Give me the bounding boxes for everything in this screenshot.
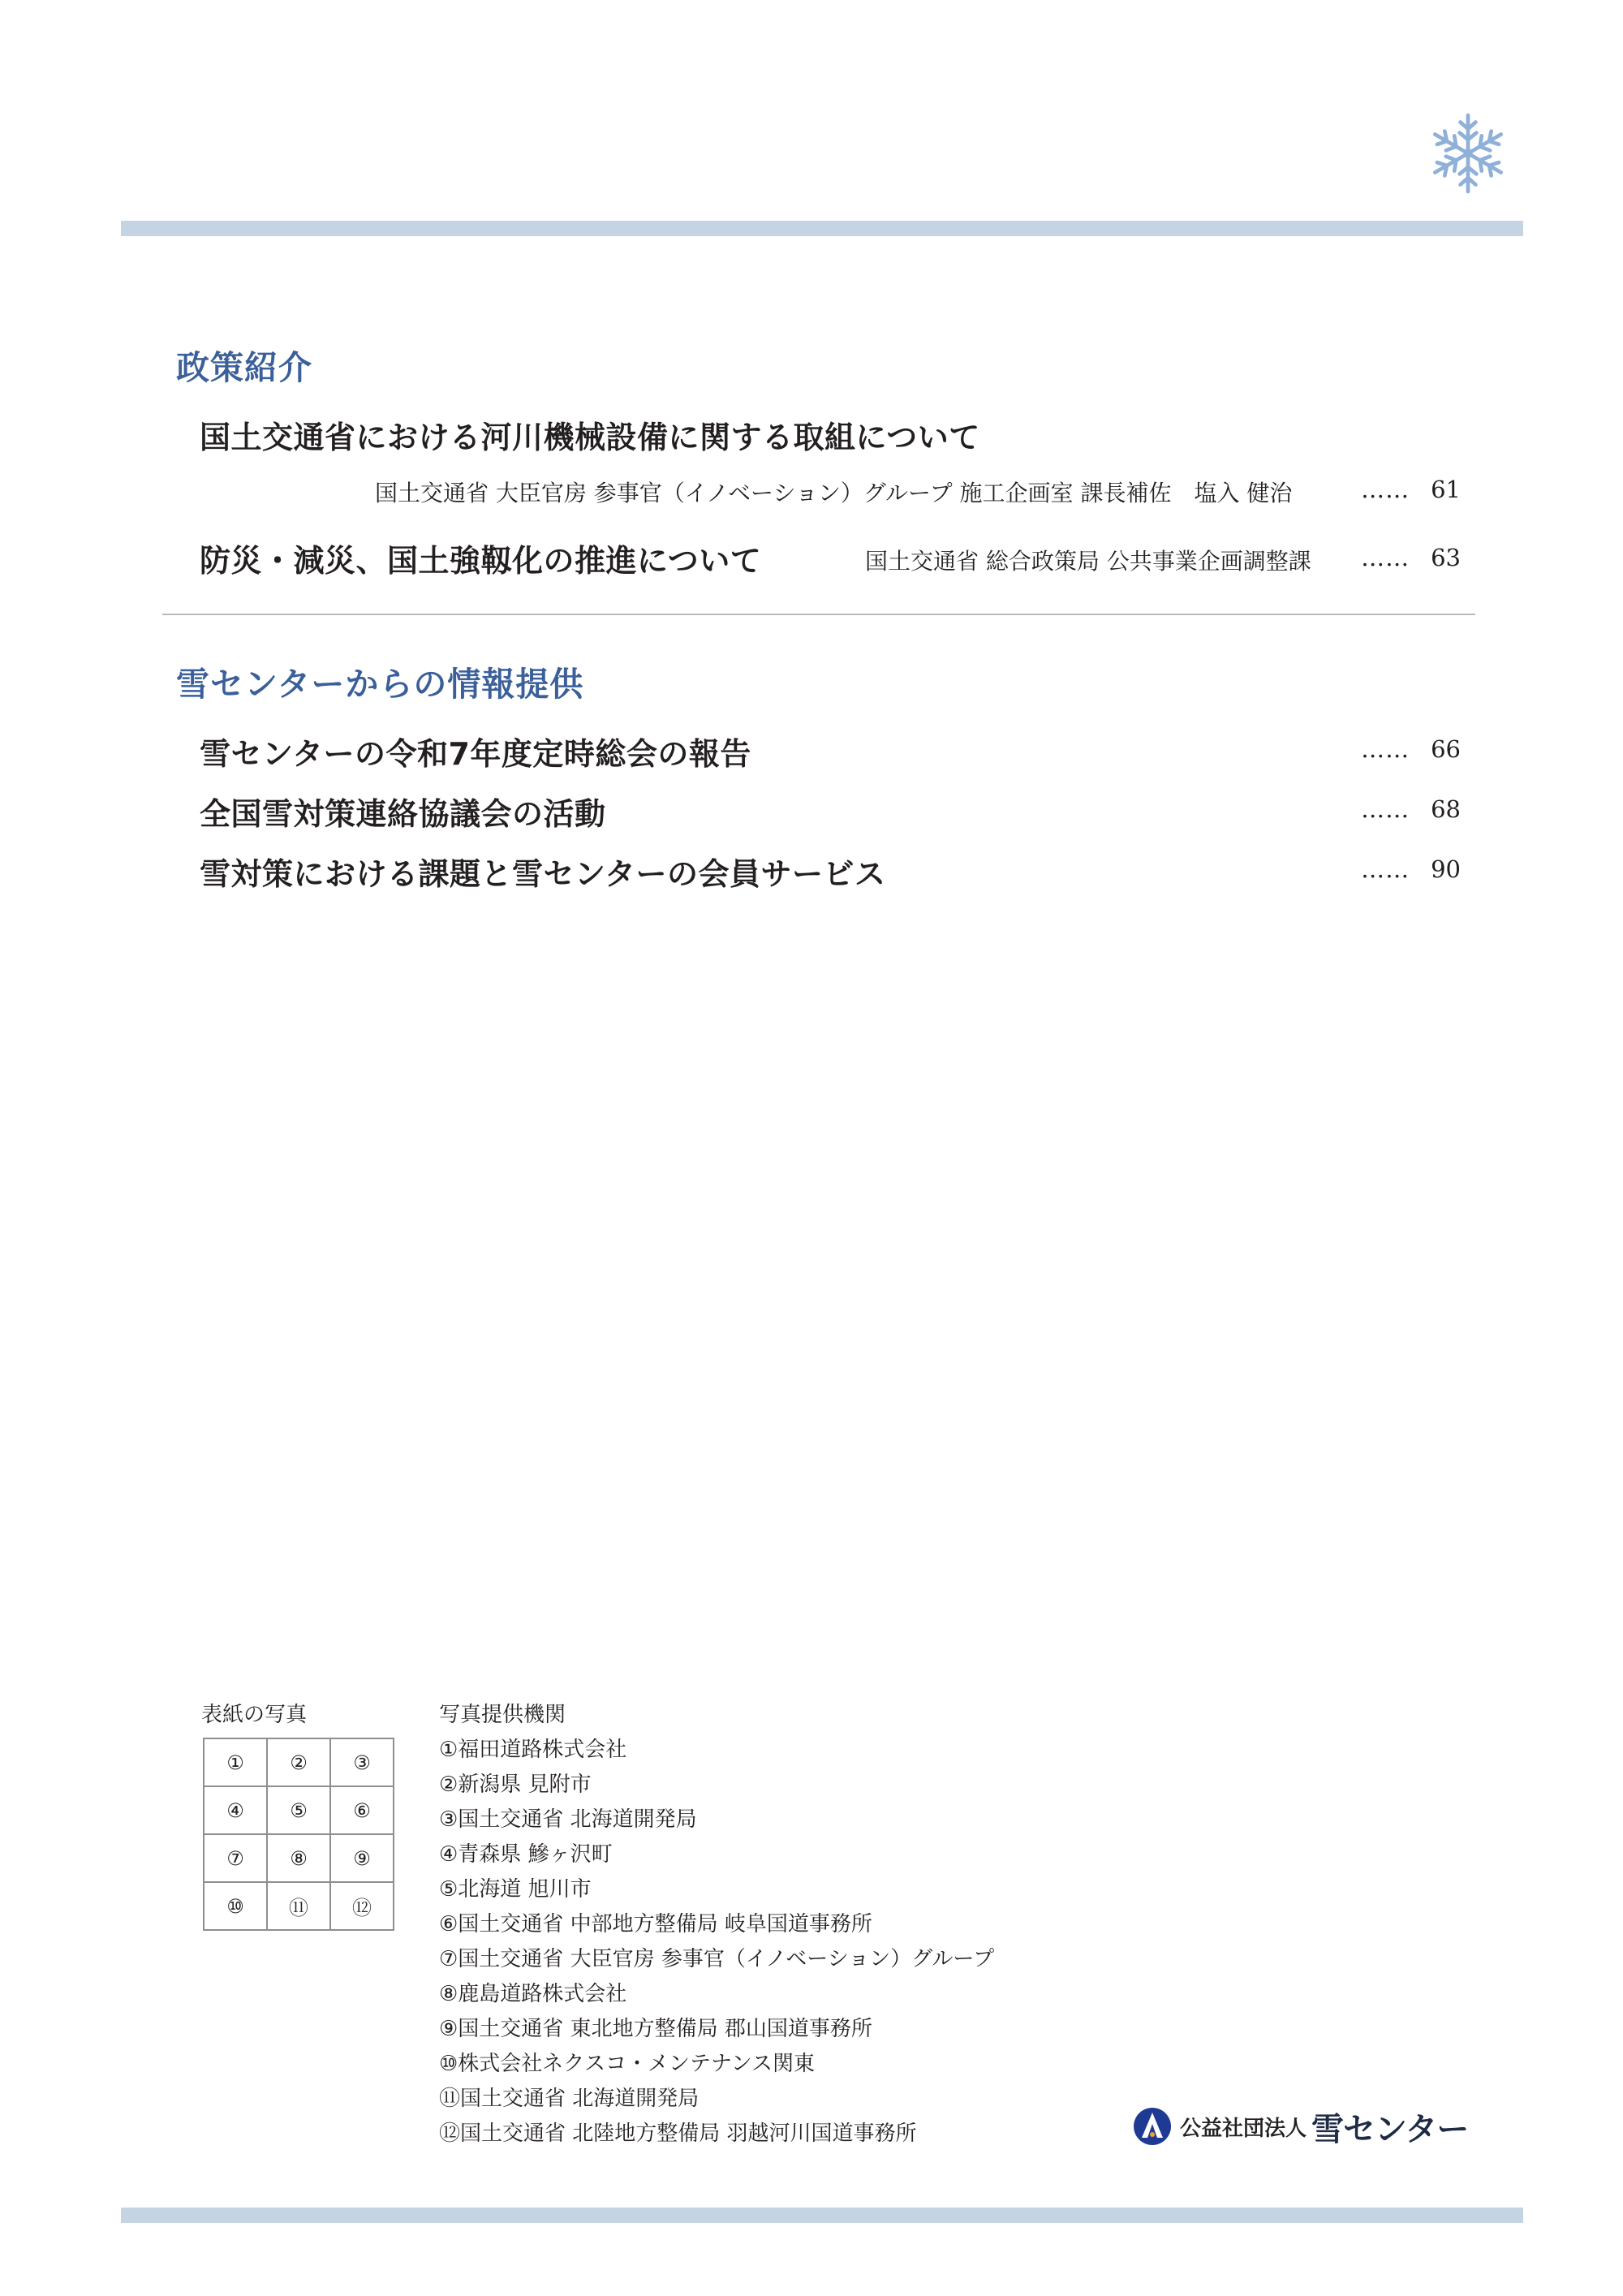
toc-page-number: 68	[1431, 795, 1461, 823]
credit-item: ⑫国土交通省 北陸地方整備局 羽越河川国道事務所	[439, 2122, 917, 2146]
grid-cell: ②	[267, 1738, 330, 1786]
toc-page-number: 61	[1431, 476, 1461, 503]
toc-article-title[interactable]: 全国雪対策連絡協議会の活動	[200, 796, 606, 832]
toc-page-number: 63	[1431, 544, 1461, 571]
toc-page-number: 90	[1431, 855, 1461, 883]
toc-page-ref[interactable]	[1361, 855, 1461, 883]
bottom-decorative-band	[121, 2208, 1523, 2223]
credit-item: ⑤北海道 旭川市	[439, 1877, 592, 1902]
toc-article-author: 国土交通省 総合政策局 公共事業企画調整課	[865, 548, 1311, 575]
credit-item: ②新潟県 見附市	[439, 1773, 592, 1797]
grid-cell: ⑥	[330, 1786, 394, 1834]
logo-org-type: 公益社団法人	[1180, 2116, 1307, 2141]
credit-item: ⑨国土交通省 東北地方整備局 郡山国道事務所	[439, 2017, 872, 2041]
logo-mark-icon	[1133, 2107, 1172, 2146]
toc-page-ref[interactable]	[1361, 544, 1461, 571]
logo-org-name: 雪センター	[1311, 2110, 1469, 2148]
credit-item: ⑦国土交通省 大臣官房 参事官（イノベーション）グループ	[439, 1947, 995, 1971]
toc-article-title[interactable]: 防災・減災、国土強靱化の推進について	[200, 543, 762, 579]
credit-item: ④青森県 鰺ヶ沢町	[439, 1842, 613, 1867]
section-divider	[162, 614, 1475, 615]
grid-cell: ⑦	[204, 1834, 267, 1882]
toc-leader: ……	[1361, 476, 1410, 503]
credit-item: ⑥国土交通省 中部地方整備局 岐阜国道事務所	[439, 1912, 872, 1936]
toc-article-title[interactable]: 雪センターの令和7年度定時総会の報告	[200, 736, 751, 772]
grid-cell: ⑫	[330, 1882, 394, 1930]
toc-leader: ……	[1361, 795, 1410, 823]
section-title-center: 雪センターからの情報提供	[176, 665, 584, 704]
organization-logo	[1133, 2105, 1468, 2147]
toc-page-ref[interactable]	[1361, 795, 1461, 823]
toc-page-ref[interactable]	[1361, 735, 1461, 763]
grid-cell: ①	[204, 1738, 267, 1786]
toc-article-title[interactable]: 雪対策における課題と雪センターの会員サービス	[200, 856, 886, 892]
toc-leader: ……	[1361, 544, 1410, 571]
grid-cell: ⑩	[204, 1882, 267, 1930]
cover-photo-label: 表紙の写真	[201, 1703, 308, 1727]
section-title-policy: 政策紹介	[176, 348, 312, 387]
photo-credits-heading: 写真提供機関	[439, 1703, 566, 1727]
toc-page-ref[interactable]	[1361, 476, 1461, 503]
credit-item: ①福田道路株式会社	[439, 1738, 627, 1762]
grid-cell: ⑪	[267, 1882, 330, 1930]
toc-leader: ……	[1361, 735, 1410, 763]
toc-leader: ……	[1361, 855, 1410, 883]
snowflake-icon	[1430, 110, 1506, 196]
credit-item: ③国土交通省 北海道開発局	[439, 1807, 697, 1832]
credit-item: ⑧鹿島道路株式会社	[439, 1982, 627, 2006]
grid-cell: ③	[330, 1738, 394, 1786]
toc-article-title[interactable]: 国土交通省における河川機械設備に関する取組について	[200, 420, 980, 455]
toc-page-number: 66	[1431, 735, 1461, 763]
cover-photo-grid	[203, 1738, 394, 1931]
top-decorative-band	[121, 221, 1523, 236]
credit-item: ⑩株式会社ネクスコ・メンテナンス関東	[439, 2052, 815, 2076]
toc-article-author: 国土交通省 大臣官房 参事官（イノベーション）グループ 施工企画室 課長補佐 塩入 健治	[375, 480, 1293, 506]
photo-credits	[439, 1698, 994, 2152]
credit-item: ⑪国土交通省 北海道開発局	[439, 2087, 700, 2111]
grid-cell: ④	[204, 1786, 267, 1834]
grid-cell: ⑤	[267, 1786, 330, 1834]
grid-cell: ⑨	[330, 1834, 394, 1882]
grid-cell: ⑧	[267, 1834, 330, 1882]
